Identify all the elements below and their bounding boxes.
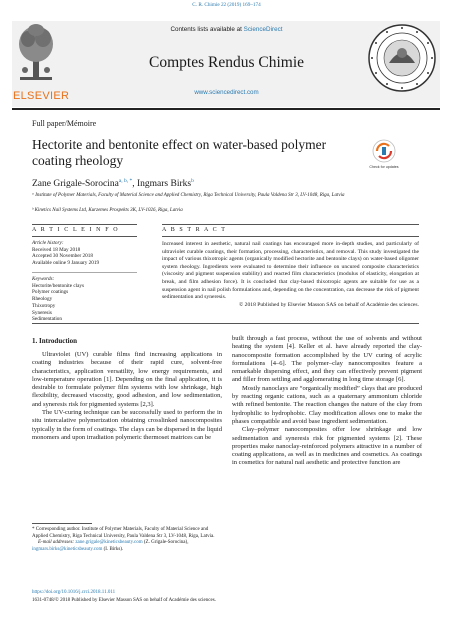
abstract-text: Increased interest in aesthetic, natural nail coatings has encouraged more in-depth studies, and particularly of ultraviolet curable coatings, their formation, processing, characteristics, and removal. This study investigated the impact of various thixotropic agents (organically modified hectorite and bentonite clays) on water-based oligomer system rheology. Ingredients were evaluated to determine their influence on uncured composite characteristics (viscosity and pigment suspension stability) and reacted film characteristics (modulus of elasticity, elongation at break, and film adhesion force). It is concluded that clay-based thixotropic agents are suitable for use as a suspension agent in nail polish formulations and, depending on the concentration, can decrease the risk of pigment sedimentation and syneresis.	[162, 241, 419, 301]
sciencedirect-link[interactable]: ScienceDirect	[243, 26, 283, 33]
issn-line: 1631-0748/© 2018 Published by Elsevier Masson SAS on behalf of Académie des sciences.	[32, 598, 216, 603]
abstract-body	[162, 241, 419, 309]
affiliation-a: ᵃ Institute of Polymer Materials, Faculty of Material Science and Applied Chemistry, Riga Technical University, Paula Valdena Str 3, LV-1048, Riga, Latvia	[32, 193, 345, 198]
check-for-updates-icon[interactable]	[372, 139, 396, 163]
keyword: Polymer coatings	[32, 289, 69, 296]
abstract-rule	[162, 236, 419, 237]
paper-title: Hectorite and bentonite effect on water-based polymer coating rheology	[32, 137, 327, 168]
running-head: C. R. Chimie 22 (2019) 169–174	[192, 2, 261, 8]
header-rule	[12, 108, 440, 110]
email-owner: (I. Birks).	[102, 546, 124, 552]
email-link[interactable]: ingmars.birks@kineticsbeauty.com	[32, 546, 103, 552]
accepted-date: Accepted 30 November 2018	[32, 253, 93, 260]
author-affiliation-marker: b	[191, 178, 194, 184]
academie-seal-logo	[367, 23, 437, 93]
info-rule	[32, 236, 137, 237]
article-history	[32, 240, 127, 267]
body-paragraph: Ultraviolet (UV) curable films find increasing applications in coating industries because of their rapid cure, solvent-free characteristics, application versatility, low energy requirements, and low-temperature operation [1]. Depending on the final application, it is desirable to formulate polymer film systems with low shrinkage, high flexibility, decreased viscosity, good adhesion, and low sedimentation, and syneresis risk for pigmented systems [2,3].	[32, 351, 222, 408]
section-heading: 1. Introduction	[32, 337, 77, 345]
keyword: Thixotropy	[32, 302, 56, 309]
abstract-heading: A B S T R A C T	[162, 227, 227, 233]
article-info-heading: A R T I C L E I N F O	[32, 227, 120, 233]
author-affiliation-marker: a, b, *	[118, 178, 133, 184]
info-rule	[32, 272, 137, 273]
email-owner: (Z. Grigale-Sorocina),	[142, 540, 189, 546]
journal-title: Comptes Rendus Chimie	[149, 54, 304, 71]
body-rule	[32, 323, 419, 324]
email-link[interactable]: zane.grigale@kineticsbeauty.com	[75, 540, 143, 546]
corresponding-author-note: * Corresponding author. Institute of Polymer Materials, Faculty of Material Science and Applied Chemistry, Riga Technical University, Paula Valdena Str 3, LV-1048, Riga, Latvia.	[32, 527, 215, 539]
doi-link[interactable]: https://doi.org/10.1016/j.crci.2018.11.011	[32, 590, 116, 595]
author-list	[32, 178, 194, 189]
contents-prefix: Contents lists available at	[170, 26, 244, 33]
body-paragraph: Mostly nanoclays are “organically modified” clays that are produced by reacting organic cations, such as a quaternary ammonium chloride with refined bentonite. The reaction changes the nature of the clay from hydrophilic to hydrophobic. Clay modification allows one to make the phases compatible and avoid base ingredient sedimentation.	[232, 384, 422, 425]
footnotes	[32, 527, 222, 553]
check-for-updates-label[interactable]: Check for updates	[369, 165, 399, 169]
keyword: Hectorite/bentonite clays	[32, 282, 84, 289]
author-separator: ,	[132, 179, 137, 190]
author-name[interactable]: Ingmars Birks	[136, 179, 192, 190]
email-label: E-mail addresses:	[38, 540, 76, 546]
journal-url-link[interactable]: www.sciencedirect.com	[194, 89, 259, 96]
received-date: Received 18 May 2018	[32, 246, 81, 253]
body-column-left	[32, 351, 222, 442]
body-paragraph: Clay–polymer nanocomposites offer low shrinkage and low sedimentation and syneresis risk for pigmented systems [2]. These properties make nanoclay-reinforced polymers attractive in a number of coating applications, as well as in medicines and cosmetics. As coatings in cosmetics for natural nail aesthetic and protective function are	[232, 426, 422, 467]
keywords-label: Keywords:	[32, 276, 55, 282]
body-paragraph: built through a fast process, without the use of solvents and without heating the system [4]. Keller et al. have already reported the clay-nanocomposite formation accomplished by the UV curing of acrylic formulations [4–6]. The polymer–clay nanocomposites feature a remarkable dispersing effect, and they can effectively prevent pigment and filler from settling and agglomerating in long time storage [6].	[232, 335, 422, 384]
keyword: Rheology	[32, 296, 53, 303]
paper-type: Full paper/Mémoire	[32, 119, 97, 128]
abstract-rule	[162, 224, 419, 225]
keyword: Syneresis	[32, 309, 52, 316]
keywords-block	[32, 276, 127, 323]
body-paragraph: The UV-curing technique can be successfully used to perform the in situ intercalative polymerization obtaining crosslinked nanocomposites typically in the form of coatings. The clays can be dispersed in the liquid monomers and upon irradiation polymeric thermoset matrices can be	[32, 409, 222, 441]
body-column-right	[232, 335, 422, 468]
affiliation-b: ᵇ Kinetics Nail Systems Ltd, Kurzemes Prospekts 3K, LV-1026, Riga, Latvia	[32, 208, 183, 213]
elsevier-wordmark: ELSEVIER	[13, 90, 70, 102]
abstract-copyright: © 2018 Published by Elsevier Masson SAS on behalf of Académie des sciences.	[239, 301, 419, 308]
email-note	[32, 540, 222, 553]
author-name[interactable]: Zane Grigale-Sorocina	[32, 179, 119, 190]
info-rule	[32, 224, 137, 225]
footnote-rule	[32, 523, 92, 524]
history-label: Article history:	[32, 240, 64, 246]
keyword: Sedimentation	[32, 316, 62, 323]
online-date: Available online 9 January 2019	[32, 260, 100, 267]
